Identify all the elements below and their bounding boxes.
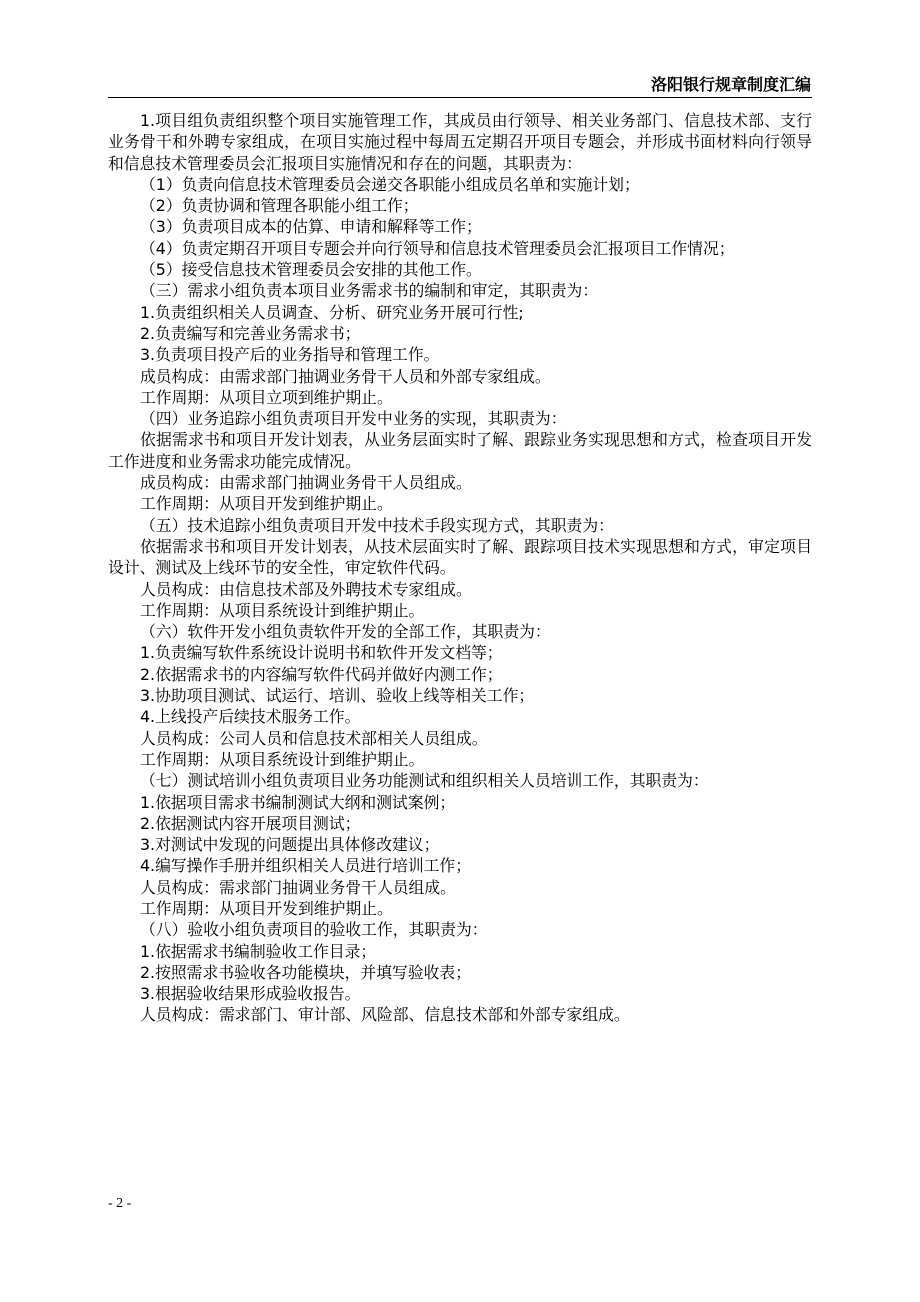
body-paragraph: （4）负责定期召开项目专题会并向行领导和信息技术管理委员会汇报项目工作情况； <box>140 238 735 258</box>
body-paragraph: 4.编写操作手册并组织相关人员进行培训工作； <box>140 856 472 876</box>
body-paragraph: （三）需求小组负责本项目业务需求书的编制和审定，其职责为： <box>140 281 599 301</box>
body-paragraph: （七）测试培训小组负责项目业务功能测试和组织相关人员培训工作，其职责为： <box>140 771 709 791</box>
body-paragraph: 2.负责编写和完善业务需求书； <box>140 323 361 343</box>
body-paragraph: （3）负责项目成本的估算、申请和解释等工作； <box>140 217 482 237</box>
body-paragraph: 4.上线投产后续技术服务工作。 <box>140 707 361 727</box>
body-paragraph: （五）技术追踪小组负责项目开发中技术手段实现方式，其职责为： <box>140 515 614 535</box>
body-paragraph: 3.根据验收结果形成验收报告。 <box>140 984 361 1004</box>
body-paragraph: 3.协助项目测试、试运行、培训、验收上线等相关工作； <box>140 686 535 706</box>
body-paragraph: 成员构成：由需求部门抽调业务骨干人员组成。 <box>140 473 472 493</box>
body-paragraph: 人员构成：需求部门抽调业务骨干人员组成。 <box>140 877 456 897</box>
page-number: - 2 - <box>108 1196 132 1211</box>
body-paragraph: 2.按照需求书验收各功能模块，并填写验收表； <box>140 962 472 982</box>
body-paragraph: 人员构成：公司人员和信息技术部相关人员组成。 <box>140 728 488 748</box>
body-paragraph: （5）接受信息技术管理委员会安排的其他工作。 <box>140 260 482 280</box>
body-paragraph: 1.依据需求书编制验收工作目录； <box>140 941 377 961</box>
body-paragraph: 成员构成：由需求部门抽调业务骨干人员和外部专家组成。 <box>140 366 551 386</box>
body-paragraph: 1.负责组织相关人员调查、分析、研究业务开展可行性; <box>140 302 524 322</box>
body-paragraph: 1.依据项目需求书编制测试大纲和测试案例； <box>140 792 456 812</box>
body-paragraph: 工作周期：从项目开发到维护期止。 <box>140 494 393 514</box>
body-paragraph: （2）负责协调和管理各职能小组工作； <box>140 196 419 216</box>
body-paragraph: 3.对测试中发现的问题提出具体修改建议； <box>140 835 440 855</box>
body-paragraph: 3.负责项目投产后的业务指导和管理工作。 <box>140 345 440 365</box>
body-paragraph: （八）验收小组负责项目的验收工作，其职责为： <box>140 920 488 940</box>
body-paragraph: 1.项目组负责组织整个项目实施管理工作，其成员由行领导、相关业务部门、信息技术部、支行业务骨干和外聘专家组成，在项目实施过程中每周五定期召开项目专题会，并形成书面材料向行领导和信息技术管理委员会汇报项目实施情况和存在的问题，其职责为： <box>108 111 812 173</box>
body-paragraph: （六）软件开发小组负责软件开发的全部工作，其职责为： <box>140 622 551 642</box>
body-paragraph: 依据需求书和项目开发计划表，从技术层面实时了解、跟踪项目技术实现思想和方式，审定项目设计、测试及上线环节的安全性，审定软件代码。 <box>108 536 812 578</box>
document-header-title: 洛阳银行规章制度汇编 <box>650 75 811 94</box>
body-paragraph: 2.依据测试内容开展项目测试； <box>140 813 361 833</box>
document-body <box>108 110 812 1026</box>
body-paragraph: 工作周期：从项目开发到维护期止。 <box>140 898 393 918</box>
body-paragraph: 依据需求书和项目开发计划表，从业务层面实时了解、跟踪业务实现思想和方式，检查项目开发工作进度和业务需求功能完成情况。 <box>108 430 812 471</box>
header-divider <box>108 97 812 98</box>
body-paragraph: （1）负责向信息技术管理委员会递交各职能小组成员名单和实施计划； <box>140 174 640 194</box>
body-paragraph: 工作周期：从项目系统设计到维护期止。 <box>140 749 425 769</box>
body-paragraph: 1.负责编写软件系统设计说明书和软件开发文档等； <box>140 643 503 663</box>
body-paragraph: （四）业务追踪小组负责项目开发中业务的实现，其职责为： <box>140 409 567 429</box>
body-paragraph: 工作周期：从项目立项到维护期止。 <box>140 387 393 407</box>
body-paragraph: 工作周期：从项目系统设计到维护期止。 <box>140 600 425 620</box>
body-paragraph: 人员构成：需求部门、审计部、风险部、信息技术部和外部专家组成。 <box>140 1005 630 1025</box>
body-paragraph: 2.依据需求书的内容编写软件代码并做好内测工作； <box>140 664 503 684</box>
body-paragraph: 人员构成：由信息技术部及外聘技术专家组成。 <box>140 579 472 599</box>
